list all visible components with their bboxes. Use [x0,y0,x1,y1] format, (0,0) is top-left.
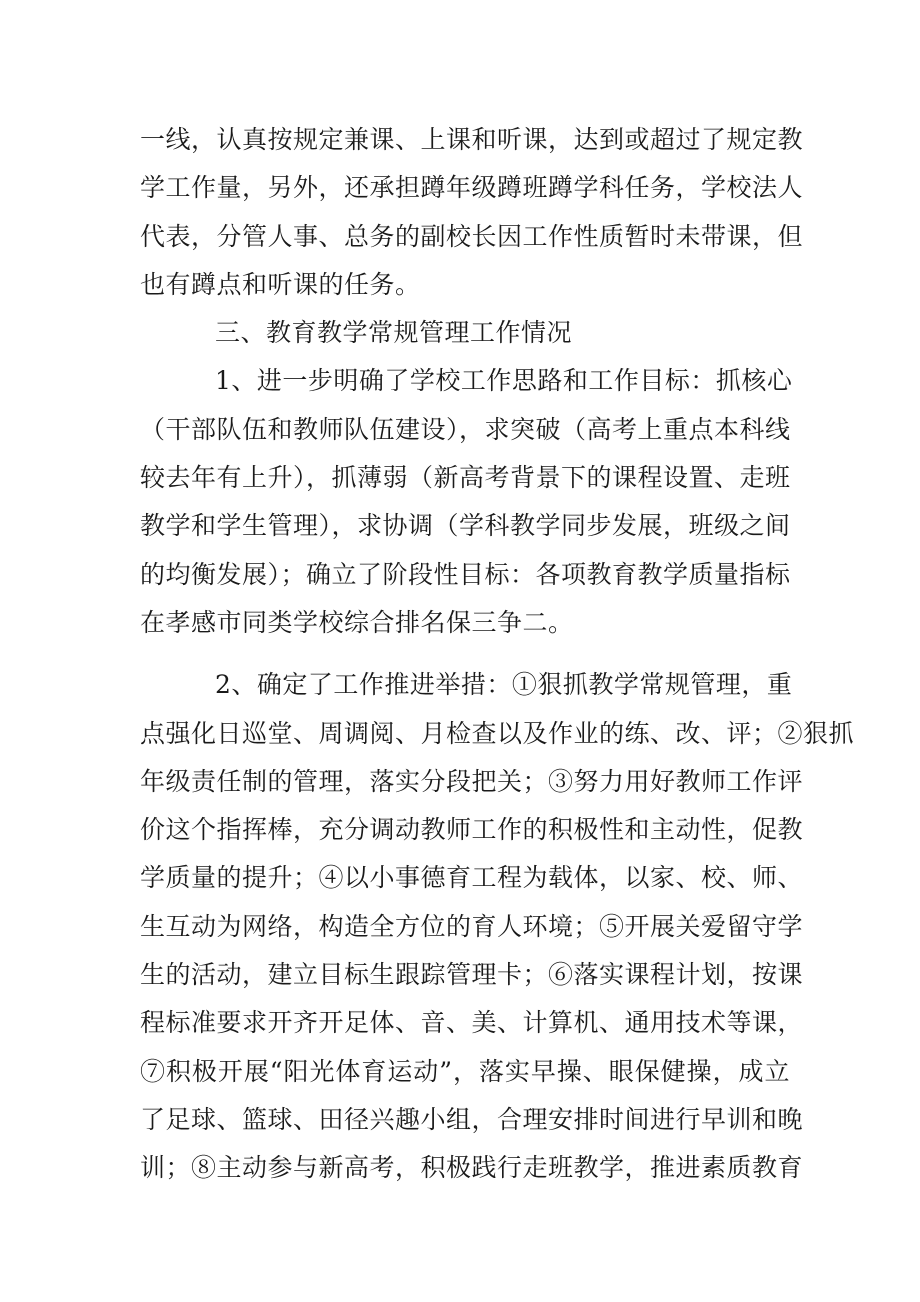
text-line: 的均衡发展）；确立了阶段性目标：各项教育教学质量指标 [140,559,791,589]
text-line: 在孝感市同类学校综合排名保三争二。 [140,607,574,637]
text-line: 生互动为网络，构造全方位的育人环境；⑤开展关爱留守学 [140,911,804,941]
text-line: 了足球、篮球、田径兴趣小组，合理安排时间进行早训和晚 [140,1104,804,1134]
text-line: 程标准要求开齐开足体、音、美、计算机、通用技术等课， [140,1008,804,1038]
text-line: 学工作量，另外，还承担蹲年级蹲班蹲学科任务，学校法人 [140,173,804,203]
text-line: 训；⑧主动参与新高考，积极践行走班教学，推进素质教育 [140,1153,804,1183]
text-line: 价这个指挥棒，充分调动教师工作的积极性和主动性，促教 [140,815,804,845]
section-heading: 三、教育教学常规管理工作情况 [215,318,573,348]
document-body [140,116,855,1193]
text-line: 教学和学生管理），求协调（学科教学同步发展，班级之间 [140,511,791,541]
text-line: 一线，认真按规定兼课、上课和听课，达到或超过了规定教 [140,125,804,154]
text-line: ⑦积极开展“阳光体育运动”，落实早操、眼保健操，成立 [140,1056,790,1086]
paragraph-first-line: 2、确定了工作推进举措：①狠抓教学常规管理，重 [215,670,793,700]
text-line: 年级责任制的管理，落实分段把关；③努力用好教师工作评 [140,766,804,796]
text-line: （干部队伍和教师队伍建设），求突破（高考上重点本科线 [140,414,791,444]
text-line: 也有蹲点和听课的任务。 [140,269,421,299]
text-line: 生的活动，建立目标生跟踪管理卡；⑥落实课程计划，按课 [140,960,804,990]
text-line: 点强化日巡堂、周调阅、月检查以及作业的练、改、评；②狠抓 [140,718,855,748]
text-line: 学质量的提升；④以小事德育工程为载体，以家、校、师、 [140,863,804,893]
text-line: 较去年有上升），抓薄弱（新高考背景下的课程设置、走班 [140,463,791,493]
text-line: 代表，分管人事、总务的副校长因工作性质暂时未带课，但 [140,221,804,251]
paragraph-first-line: 1、进一步明确了学校工作思路和工作目标：抓核心 [215,366,793,396]
